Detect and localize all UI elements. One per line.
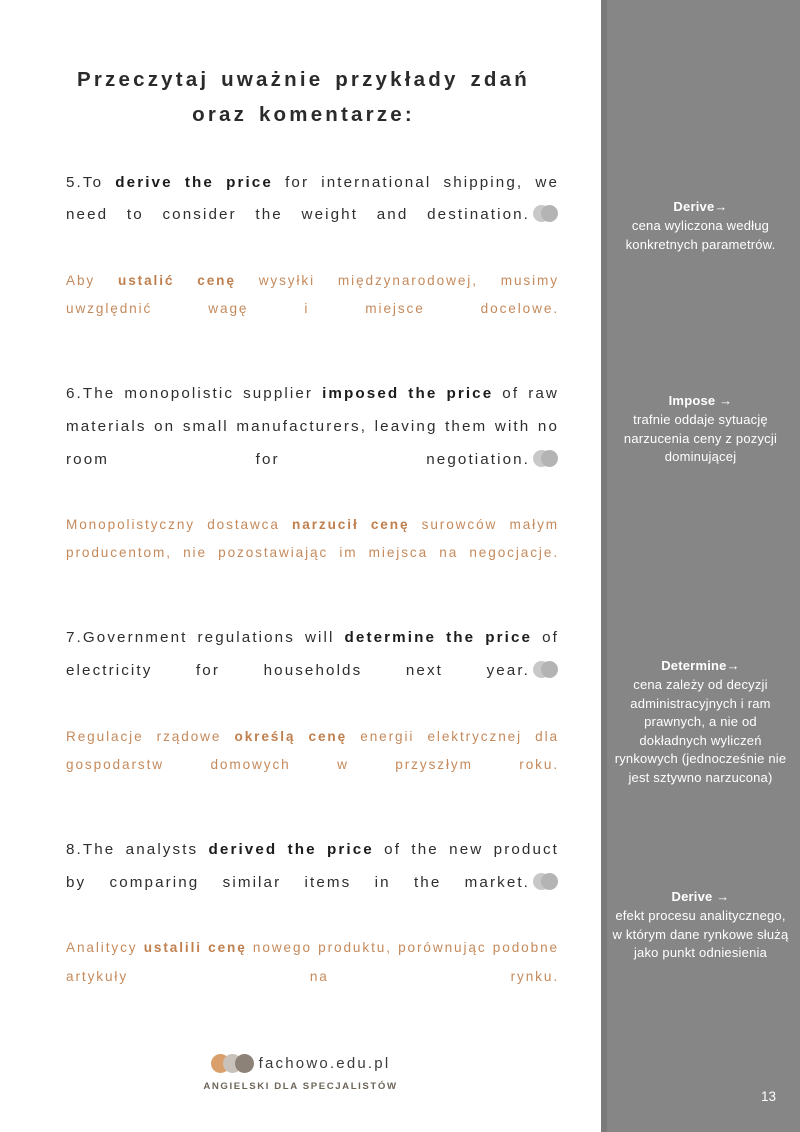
audio-icon[interactable]	[533, 873, 559, 890]
sentence-text-pre: To	[82, 173, 116, 191]
translation-pre: Aby	[66, 272, 118, 288]
note-impose	[611, 392, 790, 467]
translation-highlight: określą cenę	[234, 728, 348, 744]
item-number: 7.	[66, 629, 83, 647]
sentence-text-post: of electricity for households next year.	[66, 629, 559, 680]
sentence-english	[66, 622, 559, 720]
note-determine	[611, 657, 790, 787]
sentence-polish	[66, 511, 559, 597]
sentence-polish	[66, 267, 559, 353]
audio-icon[interactable]	[533, 661, 559, 678]
list-item	[66, 378, 559, 596]
translation-pre: Monopolistyczny dostawca	[66, 516, 293, 532]
sentence-english	[66, 167, 559, 265]
translation-highlight: narzucił cenę	[292, 516, 410, 532]
translation-post: surowców małym producentom, nie pozostawiając im miejsca na negocjacje.	[66, 516, 560, 561]
sentence-text-pre: Government regulations will	[82, 629, 345, 647]
sentence-highlight: derived the price	[208, 841, 374, 859]
page-title: Przeczytaj uważnie przykłady zdań oraz komentarze:	[77, 68, 530, 127]
item-number: 6.	[66, 385, 83, 403]
note-body: cena wyliczona według konkretnych parametrów.	[625, 218, 776, 252]
note-body: efekt procesu analitycznego, w którym dane rynkowe służą jako punkt odniesienia	[612, 908, 789, 961]
note-derive-1	[611, 198, 790, 254]
sentence-text-pre: The monopolistic supplier	[82, 385, 323, 403]
sentence-polish	[66, 934, 559, 1020]
translation-highlight: ustalili cenę	[143, 940, 247, 956]
translation-post: energii elektrycznej dla gospodarstw domowych w przyszłym roku.	[66, 728, 559, 773]
audio-icon[interactable]	[533, 205, 559, 222]
note-term: Derive→	[673, 199, 728, 214]
sentence-highlight: determine the price	[344, 629, 533, 647]
translation-pre: Regulacje rządowe	[66, 728, 235, 744]
audio-icon[interactable]	[533, 450, 559, 467]
brand-tagline: ANGIELSKI DLA SPECJALISTÓW	[203, 1081, 398, 1092]
list-item	[66, 622, 559, 808]
note-body: cena zależy od decyzji administracyjnych i ram prawnych, a nie od dokładnych wyliczeń rynkowych (jednocześnie nie jest sztywno narzucona)	[614, 677, 787, 785]
note-term: Impose →	[668, 393, 733, 408]
sentence-text-post: for international shipping, we need to consider the weight and destination.	[66, 173, 559, 224]
translation-post: nowego produktu, porównując podobne artykuły na rynku.	[66, 940, 559, 984]
translation-post: wysyłki międzynarodowej, musimy uwzględnić wagę i miejsce docelowe.	[66, 272, 559, 317]
sentence-highlight: imposed the price	[322, 385, 494, 403]
note-term: Determine→	[661, 658, 740, 673]
sentence-highlight: derive the price	[115, 173, 273, 191]
note-body: trafnie oddaje sytuację narzucenia ceny z pozycji dominującej	[623, 412, 778, 465]
page-number: 13	[760, 1089, 776, 1104]
list-item	[66, 834, 559, 1020]
sentence-text-post: of raw materials on small manufacturers, leaving them with no room for negotiation.	[66, 385, 559, 468]
three-circles-logo-icon	[211, 1054, 255, 1073]
translation-highlight: ustalić cenę	[118, 272, 236, 288]
sidebar-edge-strip	[601, 0, 607, 1132]
sentence-text-post: of the new product by comparing similar items in the market.	[66, 841, 560, 891]
sentence-english	[66, 378, 559, 509]
sidebar-notes-column	[601, 0, 800, 1132]
note-term: Derive →	[671, 889, 730, 904]
sentence-list	[0, 133, 601, 1020]
item-number: 8.	[66, 841, 83, 859]
sentence-english	[66, 834, 559, 932]
brand-row	[211, 1054, 391, 1073]
item-number: 5.	[66, 173, 83, 191]
sentence-text-pre: The analysts	[82, 841, 209, 859]
footer-logo	[0, 1054, 601, 1092]
brand-name: fachowo.edu.pl	[258, 1055, 391, 1072]
sentence-polish	[66, 723, 559, 809]
list-item	[66, 167, 559, 353]
translation-pre: Analitycy	[66, 940, 144, 956]
note-derive-2	[611, 888, 790, 963]
